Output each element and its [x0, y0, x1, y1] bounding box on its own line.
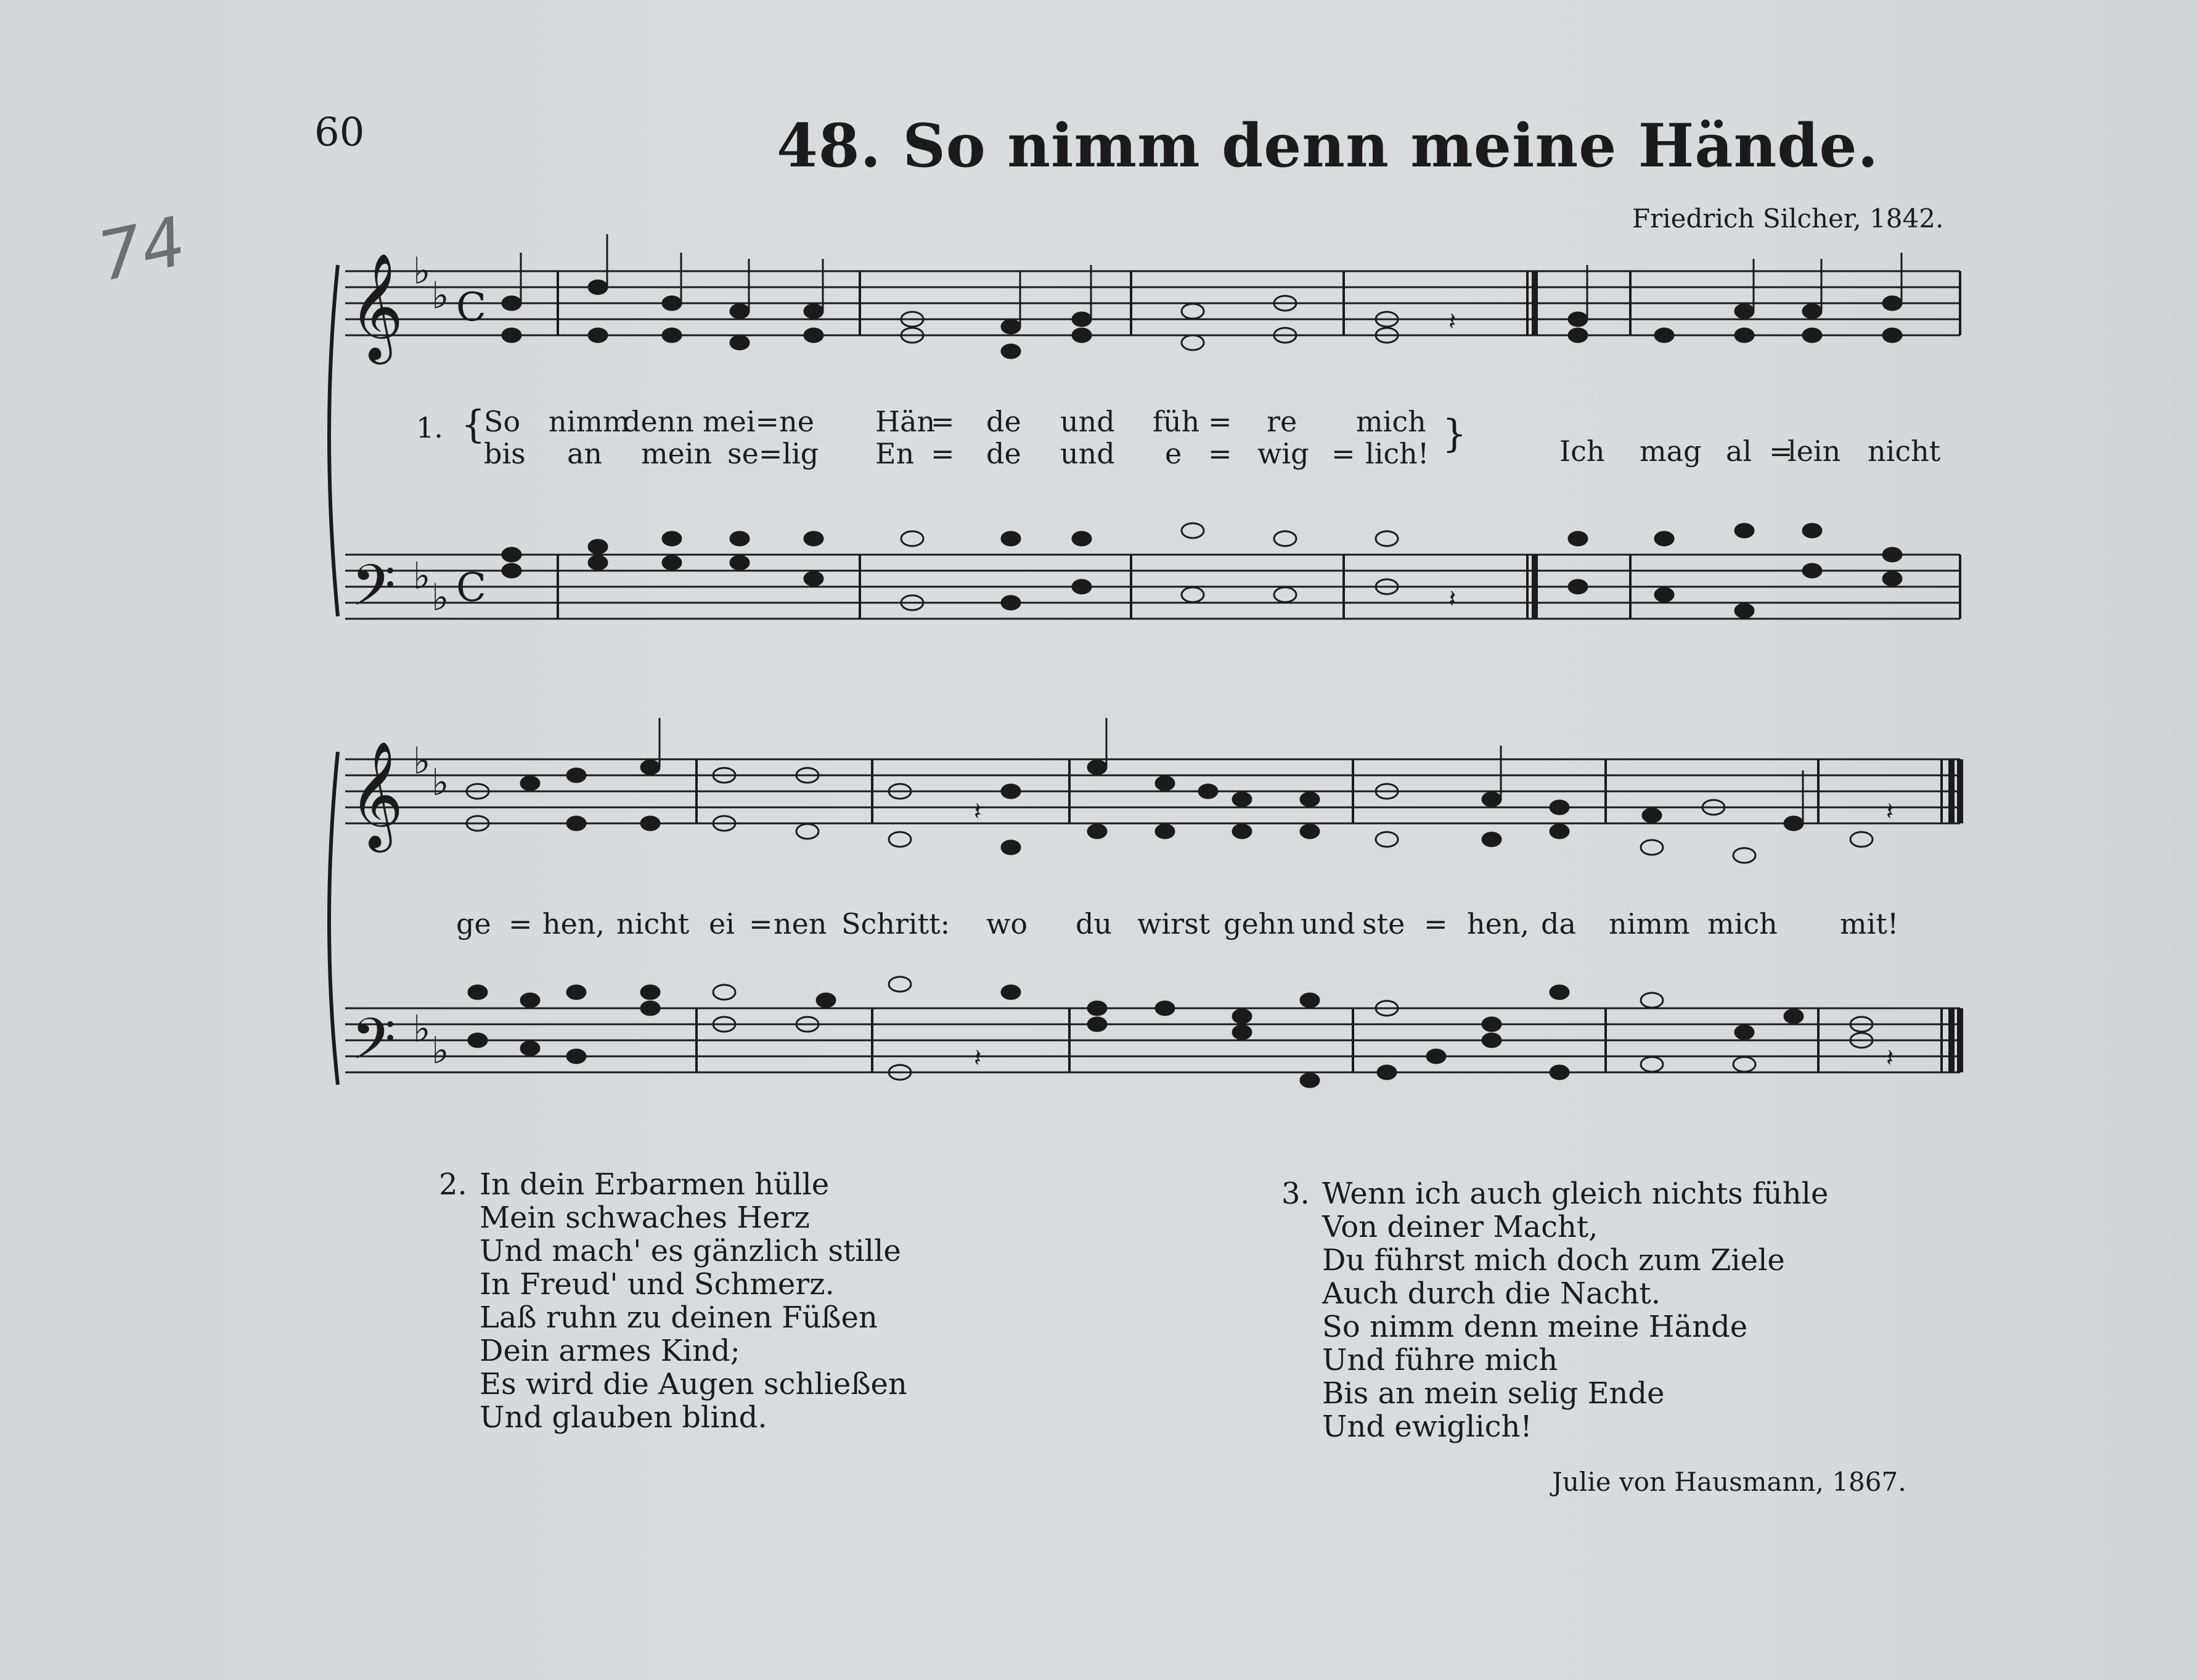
- lyric-syllable: mei=ne: [703, 405, 814, 438]
- verse-number: 1.: [416, 411, 443, 444]
- lyric-syllable: =: [1769, 434, 1793, 468]
- lyric-syllable: bis: [484, 437, 526, 470]
- lyric-syllable: Ich: [1559, 434, 1605, 468]
- lyric-syllable: und: [1060, 405, 1115, 438]
- verse-line: Es wird die Augen schließen: [480, 1367, 907, 1401]
- page-number: 60: [314, 110, 365, 155]
- treble-clef-icon: 𝄞: [349, 741, 404, 848]
- verse-3: [1281, 1176, 1829, 1444]
- flat-icon: ♭: [413, 555, 431, 598]
- system1-lyrics: [416, 402, 1941, 470]
- lyric-syllable: wo: [986, 907, 1028, 940]
- verse-line: Wenn ich auch gleich nichts fühle: [1322, 1176, 1829, 1211]
- lyric-syllable: re: [1267, 405, 1297, 438]
- lyric-syllable: du: [1076, 907, 1113, 940]
- lyric-syllable: En: [875, 437, 915, 470]
- lyric-syllable: nicht: [1868, 434, 1941, 468]
- lyric-syllable: Hän: [875, 405, 936, 438]
- system1-bass-staff: [345, 555, 1960, 619]
- lyric-syllable: mag: [1640, 434, 1702, 468]
- lyric-syllable: mich: [1707, 907, 1778, 940]
- hymn-title: 48. So nimm denn meine Hände.: [777, 111, 1879, 181]
- verse-line: Und ewiglich!: [1322, 1409, 1532, 1444]
- bass-clef-icon: 𝄢: [351, 1006, 396, 1087]
- verse-line: Und glauben blind.: [480, 1400, 767, 1435]
- rest-icon: 𝄽: [1448, 308, 1456, 336]
- lyric-syllable: nen: [774, 907, 827, 940]
- treble-clef-icon: 𝄞: [349, 253, 404, 360]
- lyric-syllable: =: [1331, 437, 1355, 470]
- lyric-syllable: So: [484, 405, 521, 438]
- lyric-syllable: =: [749, 907, 773, 940]
- lyric-syllable: se=lig: [727, 437, 819, 470]
- verse-line: Von deiner Macht,: [1322, 1210, 1598, 1244]
- verse-line: Laß ruhn zu deinen Füßen: [480, 1300, 878, 1335]
- flat-icon: ♭: [413, 740, 431, 783]
- lyricist-credit: Julie von Hausmann, 1867.: [1552, 1467, 1906, 1497]
- rest-icon: 𝄽: [974, 797, 982, 826]
- verse-line: In dein Erbarmen hülle: [480, 1167, 830, 1202]
- lyric-syllable: =: [931, 437, 955, 470]
- lyric-syllable: lich!: [1365, 437, 1429, 470]
- lyric-syllable: und: [1060, 437, 1115, 470]
- verse-line: Bis an mein selig Ende: [1322, 1376, 1665, 1411]
- lyric-syllable: wirst: [1137, 907, 1211, 940]
- lyric-syllable: wig: [1257, 437, 1309, 470]
- system2-lyrics: [456, 907, 1898, 940]
- lyric-syllable: an: [567, 437, 603, 470]
- verse-line: In Freud' und Schmerz.: [480, 1267, 835, 1302]
- lyric-syllable: ge: [456, 907, 491, 940]
- system1-notes: [502, 234, 1902, 358]
- verse-line: So nimm denn meine Hände: [1322, 1310, 1748, 1344]
- lyric-syllable: gehn: [1224, 907, 1295, 940]
- lyric-syllable: e: [1165, 437, 1182, 470]
- lyric-syllable: =: [1208, 437, 1232, 470]
- lyric-syllable: =: [931, 405, 955, 438]
- lyric-syllable: de: [986, 437, 1021, 470]
- system1-treble-staff: [345, 271, 1960, 335]
- lyric-syllable: mich: [1356, 405, 1426, 438]
- bass-clef-icon: 𝄢: [351, 553, 396, 633]
- verse-number: 2.: [439, 1167, 467, 1202]
- lyric-syllable: mein: [641, 437, 713, 470]
- lyric-syllable: ei: [709, 907, 735, 940]
- system2-bass-notes: [468, 977, 1873, 1087]
- lyric-syllable: da: [1541, 907, 1576, 940]
- verse-line: Auch durch die Nacht.: [1322, 1276, 1661, 1311]
- lyric-syllable: al: [1726, 434, 1752, 468]
- flat-icon: ♭: [431, 274, 449, 317]
- lyric-syllable: mit!: [1840, 907, 1899, 940]
- lyric-syllable: hen,: [542, 907, 605, 940]
- lyric-syllable: de: [986, 405, 1021, 438]
- rest-icon: 𝄽: [1886, 797, 1894, 826]
- flat-icon: ♭: [431, 761, 449, 804]
- common-time-icon: C: [456, 285, 486, 330]
- flat-icon: ♭: [431, 576, 449, 619]
- lyric-syllable: Schritt:: [841, 907, 950, 940]
- composer-credit: Friedrich Silcher, 1842.: [1632, 203, 1944, 234]
- verse-number: 3.: [1281, 1176, 1310, 1211]
- verse-line: Du führst mich doch zum Ziele: [1322, 1243, 1785, 1278]
- brace-close-icon: }: [1442, 411, 1467, 456]
- lyric-syllable: füh: [1153, 405, 1200, 438]
- system1-brace: [329, 265, 338, 616]
- rest-icon: 𝄽: [1448, 585, 1456, 613]
- flat-icon: ♭: [413, 1008, 431, 1051]
- lyric-syllable: nimm: [549, 405, 630, 438]
- lyric-syllable: hen,: [1467, 907, 1530, 940]
- verse-line: Dein armes Kind;: [480, 1334, 740, 1368]
- lyric-syllable: lein: [1787, 434, 1841, 468]
- verse-2: [439, 1167, 907, 1435]
- lyric-syllable: =: [509, 907, 533, 940]
- brace-open-icon: {: [461, 402, 486, 447]
- verse-line: Und führe mich: [1322, 1343, 1558, 1377]
- verse-line: Mein schwaches Herz: [480, 1201, 810, 1235]
- lyric-syllable: =: [1424, 907, 1448, 940]
- rest-icon: 𝄽: [1886, 1044, 1894, 1072]
- lyric-syllable: nicht: [616, 907, 690, 940]
- lyric-syllable: =: [1208, 405, 1232, 438]
- pencil-annotation: 74: [91, 201, 192, 297]
- lyric-syllable: nimm: [1609, 907, 1690, 940]
- lyric-syllable: ste: [1362, 907, 1405, 940]
- system2-brace: [329, 752, 338, 1085]
- flat-icon: ♭: [431, 1029, 449, 1072]
- lyric-syllable: denn: [623, 405, 694, 438]
- system2-bass-staff: [345, 1008, 1960, 1072]
- rest-icon: 𝄽: [974, 1044, 982, 1072]
- common-time-icon: C: [456, 565, 486, 611]
- lyric-syllable: und: [1301, 907, 1355, 940]
- flat-icon: ♭: [413, 250, 431, 293]
- verse-line: Und mach' es gänzlich stille: [480, 1234, 901, 1268]
